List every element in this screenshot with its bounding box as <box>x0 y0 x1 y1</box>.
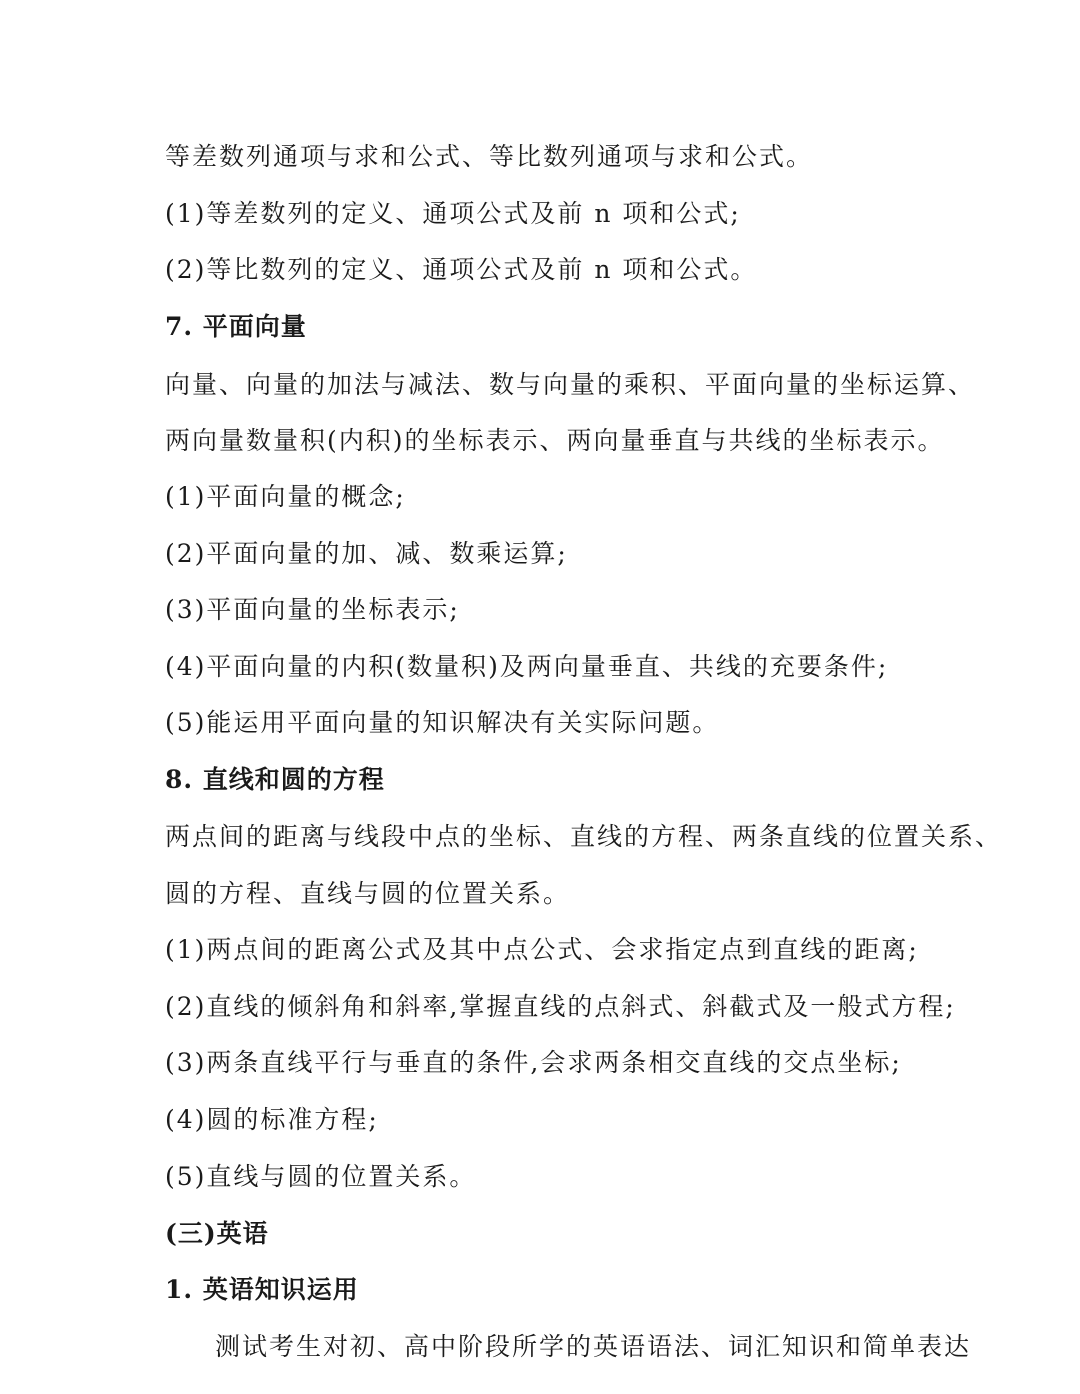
section-heading-english: (三)英语 <box>165 1219 269 1248</box>
section-heading-lines-circles: 8. 直线和圆的方程 <box>165 765 385 794</box>
list-item-vector-concept: (1)平面向量的概念; <box>165 482 406 511</box>
paragraph-english-test: 测试考生对初、高中阶段所学的英语语法、词汇知识和简单表达 <box>215 1332 972 1361</box>
section-heading-plane-vectors: 7. 平面向量 <box>165 312 307 341</box>
subsection-heading-english-knowledge: 1. 英语知识运用 <box>165 1275 359 1304</box>
list-item-slope: (2)直线的倾斜角和斜率,掌握直线的点斜式、斜截式及一般式方程; <box>165 992 956 1021</box>
list-item-circle-equation: (4)圆的标准方程; <box>165 1105 379 1134</box>
list-item-vector-inner-product: (4)平面向量的内积(数量积)及两向量垂直、共线的充要条件; <box>165 652 889 681</box>
list-item-geometric-sequence: (2)等比数列的定义、通项公式及前 n 项和公式。 <box>165 255 758 284</box>
list-item-parallel-perpendicular: (3)两条直线平行与垂直的条件,会求两条相交直线的交点坐标; <box>165 1048 902 1077</box>
list-item-arithmetic-sequence: (1)等差数列的定义、通项公式及前 n 项和公式; <box>165 199 741 228</box>
paragraph-vectors-line-1: 向量、向量的加法与减法、数与向量的乘积、平面向量的坐标运算、 <box>165 370 976 399</box>
list-item-line-circle-relation: (5)直线与圆的位置关系。 <box>165 1162 477 1191</box>
list-item-vector-coordinates: (3)平面向量的坐标表示; <box>165 595 460 624</box>
list-item-distance-formula: (1)两点间的距离公式及其中点公式、会求指定点到直线的距离; <box>165 935 919 964</box>
paragraph-lines-line-1: 两点间的距离与线段中点的坐标、直线的方程、两条直线的位置关系、 <box>165 822 1003 851</box>
list-item-vector-operations: (2)平面向量的加、减、数乘运算; <box>165 539 568 568</box>
list-item-vector-applications: (5)能运用平面向量的知识解决有关实际问题。 <box>165 708 720 737</box>
paragraph-sequence-formulas: 等差数列通项与求和公式、等比数列通项与求和公式。 <box>165 142 814 171</box>
paragraph-vectors-line-2: 两向量数量积(内积)的坐标表示、两向量垂直与共线的坐标表示。 <box>165 426 945 455</box>
paragraph-lines-line-2: 圆的方程、直线与圆的位置关系。 <box>165 879 571 908</box>
